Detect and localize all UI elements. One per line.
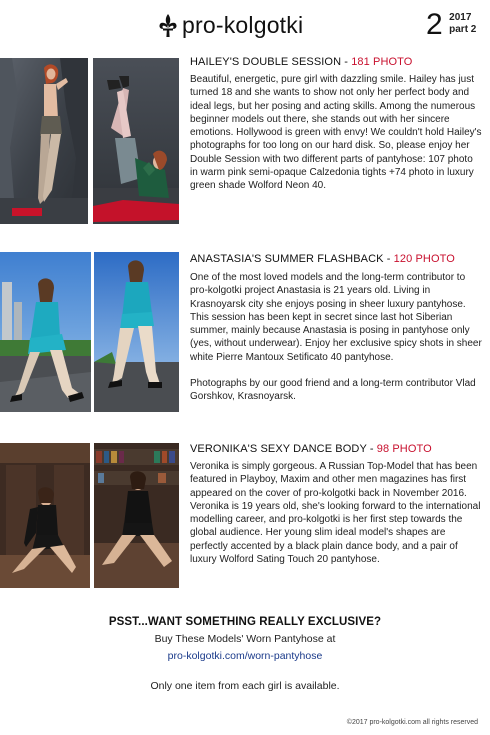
issue-meta	[449, 12, 476, 36]
cta-text: Buy These Models' Worn Pantyhose at	[154, 633, 336, 645]
section-title-hailey	[190, 56, 412, 68]
paragraph: One of the most loved models and the long-term contributor to pro-kolgotki project Anastasia is 21 years old. Living in Krasnoyarsk city she enjoys posing in sheer luxury pantyhose. This session has been kept in secret since last hot Siberian summer, mainly because Anastasia is posing in pantyhose only (yes, without underwear). Enjoy her exclusive spicy shots in sheer white Pierre Mantoux Setificato 40 pantyhose.	[190, 272, 482, 363]
worn-pantyhose-link[interactable]: pro-kolgotki.com/worn-pantyhose	[167, 650, 323, 662]
anastasia-photo-2[interactable]	[94, 252, 179, 412]
anastasia-photo-1[interactable]	[0, 252, 91, 412]
paragraph: Beautiful, energetic, pure girl with dazzling smile. Hailey has just turned 18 and she wants to show not only her perfect body and ideal legs, but her posing and acting skills. Among the numerous beginner models out there, she stands out with her sincere emotions. Hollywood is green with envy! We couldn't hold Hailey's photographs for too long on our hard disk. So, please enjoy her Double Session with two different parts of pantyhose: 107 photo in warm pink semi-opaque Calzedonia tights +74 photo in luxury green shade Wolford Neon 40.	[190, 74, 482, 192]
section-body-veronika	[190, 460, 482, 566]
section-title-text: VERONIKA'S SEXY DANCE BODY -	[190, 443, 377, 455]
worn-pantyhose-cta	[0, 616, 490, 692]
page-header	[0, 8, 490, 48]
availability-note: Only one item from each girl is available.	[150, 680, 340, 692]
cta-title: PSST...WANT SOMETHING REALLY EXCLUSIVE?	[108, 616, 382, 628]
photo-count: 98 PHOTO	[376, 443, 432, 455]
brand-logo[interactable]	[158, 12, 303, 39]
photo-count: 181 PHOTO	[351, 56, 413, 68]
section-title-anastasia	[190, 253, 455, 265]
hailey-photo-2[interactable]	[93, 58, 179, 224]
issue-year: 2017	[449, 12, 472, 23]
section-title-veronika	[190, 443, 432, 455]
section-body-hailey	[190, 73, 482, 193]
section-title-text: ANASTASIA'S SUMMER FLASHBACK -	[190, 253, 394, 265]
hailey-photo-1[interactable]	[0, 58, 88, 224]
fleur-de-lis-icon	[158, 13, 178, 39]
copyright-footer: ©2017 pro-kolgotki.com all rights reserved	[346, 719, 478, 726]
paragraph: Veronika is simply gorgeous. A Russian Top-Model that has been featured in Playboy, Maxim and other men magazines has first appeared on the cover of pro-kolgotki back in November 2016.	[190, 461, 478, 499]
issue-label	[426, 10, 476, 40]
paragraph: Photographs by our good friend and a long-term contributor Vlad Gorshkov, Krasnoyarsk.	[190, 378, 476, 403]
paragraph: Veronika is 19 years old, she's looking forward to the international modelling career, and pro-kolgotki is her first step towards the global audience. Her young slim ideal model's shapes are perfectly accented by a black plain dance body, and a pair of luxury Wolford Sating Touch 20 pantyhose.	[190, 500, 481, 566]
section-body-anastasia	[190, 271, 482, 404]
brand-name: pro-kolgotki	[182, 12, 304, 38]
section-title-text: HAILEY'S DOUBLE SESSION -	[190, 56, 352, 68]
veronika-photo-2[interactable]	[94, 443, 179, 588]
issue-number: 2	[426, 8, 443, 41]
veronika-photo-1[interactable]	[0, 443, 90, 588]
photo-count: 120 PHOTO	[393, 253, 455, 265]
issue-part: part 2	[449, 24, 477, 35]
